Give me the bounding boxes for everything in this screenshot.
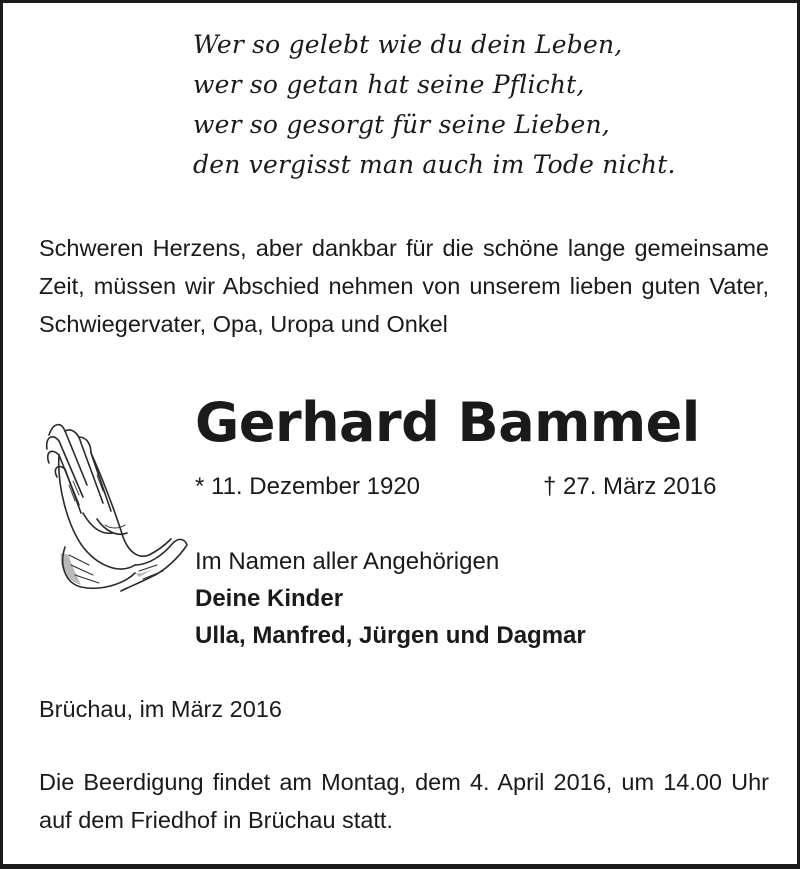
poem-line: Wer so gelebt wie du dein Leben, xyxy=(193,30,623,59)
funeral-notice: Die Beerdigung findet am Montag, dem 4. April 2016, um 14.00 Uhr auf dem Friedhof in Brüchau statt. xyxy=(39,769,769,833)
birth-date: * 11. Dezember 1920 xyxy=(195,473,421,500)
praying-hands-icon xyxy=(39,415,189,593)
intro-paragraph: Schweren Herzens, aber dankbar für die schöne lange gemeinsame Zeit, müssen wir Abschied nehmen von unserem lieben guten Vater, Schwiegervater, Opa, Uropa und Onkel xyxy=(39,235,769,337)
deceased-name: Gerhard Bammel xyxy=(195,391,700,454)
poem-line: den vergisst man auch im Tode nicht. xyxy=(193,150,676,179)
mourners-group: Deine Kinder xyxy=(195,585,344,612)
death-date: † 27. März 2016 xyxy=(543,473,717,500)
mourners-block xyxy=(195,543,755,654)
poem-line: wer so getan hat seine Pflicht, xyxy=(193,70,585,99)
mourners-names: Ulla, Manfred, Jürgen und Dagmar xyxy=(195,622,586,649)
mourners-intro: Im Namen aller Angehörigen xyxy=(195,548,500,575)
memorial-poem xyxy=(193,25,753,185)
place-date: Brüchau, im März 2016 xyxy=(39,696,282,722)
poem-line: wer so gesorgt für seine Lieben, xyxy=(193,110,610,139)
